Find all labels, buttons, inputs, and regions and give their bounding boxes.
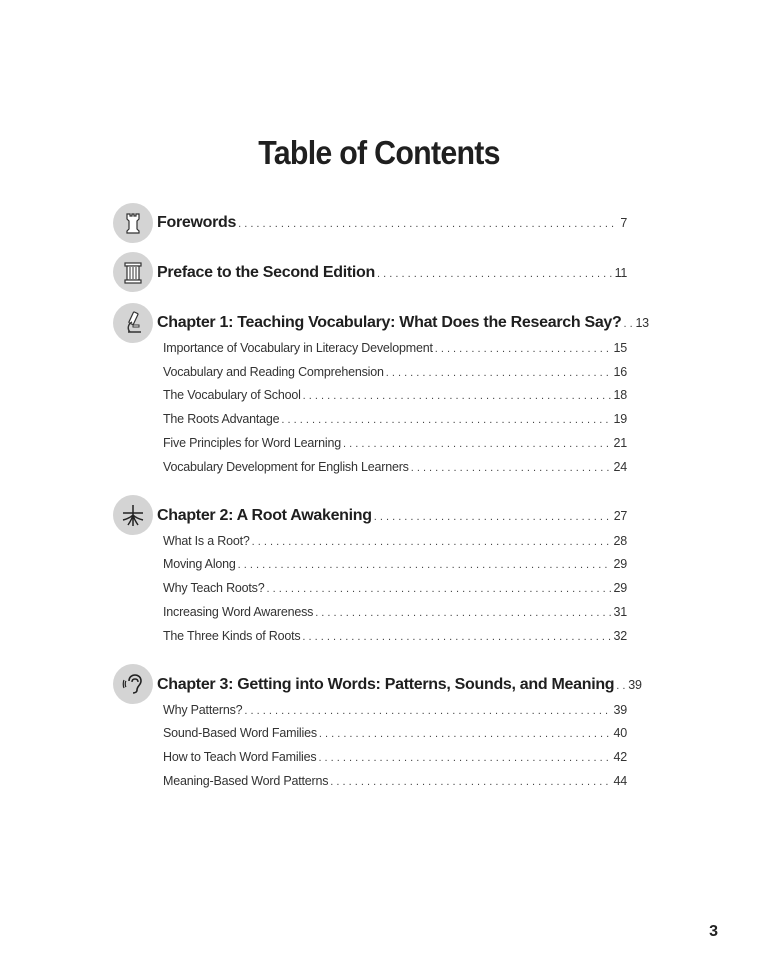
entry-page: 31 [613, 605, 627, 619]
toc-subentry[interactable] [163, 605, 627, 619]
leader-dots [238, 559, 612, 571]
entry-page: 29 [613, 557, 627, 571]
entry-label: Why Teach Roots? [163, 581, 265, 595]
entry-page: 19 [613, 412, 627, 426]
leader-dots [616, 680, 626, 692]
entry-label: Five Principles for Word Learning [163, 436, 341, 450]
entry-page: 7 [620, 216, 627, 230]
entry-page: 11 [614, 266, 627, 280]
roots-icon [113, 495, 153, 535]
leader-dots [244, 705, 611, 717]
leader-dots [343, 438, 612, 450]
entry-label: Increasing Word Awareness [163, 605, 314, 619]
leader-dots [624, 318, 634, 330]
toc-subentry[interactable] [163, 436, 627, 450]
entry-page: 21 [613, 436, 627, 450]
leader-dots [386, 367, 612, 379]
leader-dots [266, 583, 611, 595]
toc-subentry[interactable] [163, 460, 627, 474]
leader-dots [319, 728, 612, 740]
page-number: 3 [709, 923, 718, 940]
entry-label: Moving Along [163, 557, 236, 571]
entry-label: The Roots Advantage [163, 412, 280, 426]
toc-entry-preface[interactable] [157, 264, 627, 282]
toc-subentry[interactable] [163, 629, 627, 643]
leader-dots [330, 776, 611, 788]
entry-page: 39 [613, 703, 627, 717]
entry-label: Chapter 2: A Root Awakening [157, 507, 372, 524]
page-title: Table of Contents [258, 134, 500, 171]
entry-label: Meaning-Based Word Patterns [163, 774, 329, 788]
entry-label: Vocabulary and Reading Comprehension [163, 365, 384, 379]
toc-subentry[interactable] [163, 774, 627, 788]
entry-label: How to Teach Word Families [163, 750, 317, 764]
entry-page: 42 [613, 750, 627, 764]
leader-dots [315, 607, 611, 619]
toc-subentry[interactable] [163, 388, 627, 402]
toc-subentry[interactable] [163, 341, 627, 355]
microscope-icon [113, 303, 153, 343]
toc-subentry[interactable] [163, 581, 627, 595]
entry-label: The Three Kinds of Roots [163, 629, 301, 643]
toc-entry-forewords[interactable] [157, 214, 627, 232]
entry-label: Why Patterns? [163, 703, 243, 717]
toc-entry-chapter-2[interactable] [157, 507, 627, 525]
leader-dots [318, 752, 611, 764]
entry-label: Forewords [157, 214, 237, 231]
entry-page: 28 [613, 534, 627, 548]
toc-subentry[interactable] [163, 726, 627, 740]
entry-page: 24 [613, 460, 627, 474]
entry-label: The Vocabulary of School [163, 388, 301, 402]
leader-dots [302, 631, 611, 643]
toc-subentry[interactable] [163, 557, 627, 571]
toc-entry-chapter-1[interactable] [157, 314, 649, 332]
entry-page: 44 [613, 774, 627, 788]
toc-subentry[interactable] [163, 365, 627, 379]
entry-page: 40 [613, 726, 627, 740]
leader-dots [303, 390, 612, 402]
entry-page: 29 [613, 581, 627, 595]
toc-subentry[interactable] [163, 534, 627, 548]
leader-dots [374, 511, 612, 523]
entry-label: Chapter 1: Teaching Vocabulary: What Does the Research Say? [157, 314, 622, 331]
leader-dots [435, 343, 612, 355]
entry-label: Vocabulary Development for English Learners [163, 460, 409, 474]
entry-label: What Is a Root? [163, 534, 250, 548]
ear-icon [113, 664, 153, 704]
entry-page: 16 [613, 365, 627, 379]
entry-page: 13 [635, 316, 649, 330]
entry-page: 32 [613, 629, 627, 643]
entry-page: 27 [613, 509, 627, 523]
leader-dots [411, 462, 612, 474]
entry-page: 15 [613, 341, 627, 355]
entry-label: Importance of Vocabulary in Literacy Development [163, 341, 433, 355]
entry-label: Sound-Based Word Families [163, 726, 317, 740]
toc-entry-chapter-3[interactable] [157, 676, 642, 694]
entry-label: Chapter 3: Getting into Words: Patterns, Sounds, and Meaning [157, 676, 615, 693]
toc-subentry[interactable] [163, 750, 627, 764]
entry-page: 39 [628, 678, 642, 692]
entry-label: Preface to the Second Edition [157, 264, 376, 281]
leader-dots [238, 218, 618, 230]
column-icon [113, 252, 153, 292]
entry-page: 18 [613, 388, 627, 402]
leader-dots [252, 536, 612, 548]
leader-dots [377, 268, 613, 280]
toc-subentry[interactable] [163, 703, 627, 717]
rook-icon [113, 203, 153, 243]
toc-subentry[interactable] [163, 412, 627, 426]
leader-dots [281, 414, 611, 426]
